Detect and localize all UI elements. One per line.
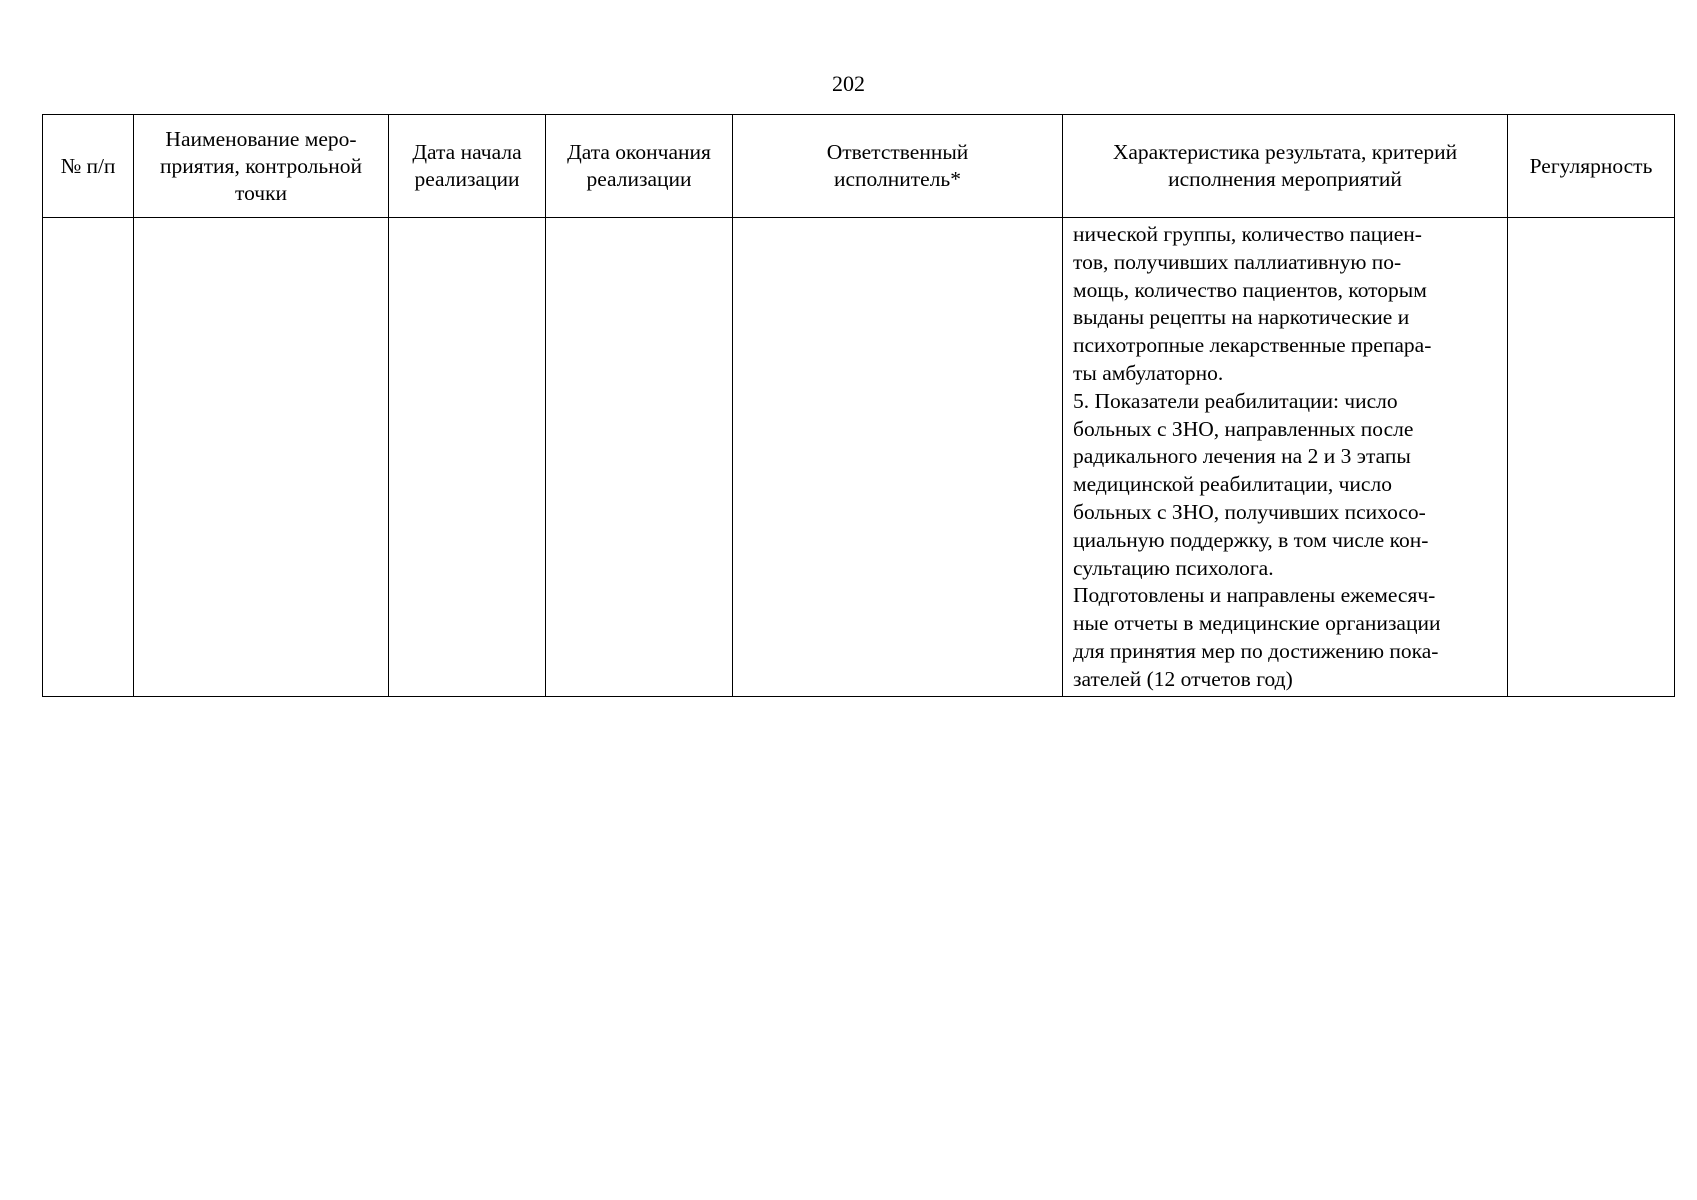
header-responsible-line: исполнитель* <box>834 167 961 191</box>
result-line: ты амбулаторно. <box>1073 360 1224 385</box>
header-measure-name <box>134 115 389 218</box>
result-line: нической группы, количество пациен- <box>1073 222 1422 246</box>
header-responsible <box>733 115 1063 218</box>
header-start-date-line: Дата начала <box>412 140 522 164</box>
result-line: выданы рецепты на наркотические и <box>1073 305 1410 330</box>
cell-end-date <box>546 218 733 697</box>
header-number: № п/п <box>43 115 134 218</box>
result-line: медицинской реабилитации, число <box>1073 472 1392 497</box>
cell-responsible <box>733 218 1063 697</box>
header-result-line: Характеристика результата, критерий <box>1112 140 1458 164</box>
cell-regularity <box>1508 218 1675 697</box>
result-line: больных с ЗНО, направленных после <box>1073 416 1414 441</box>
measures-table <box>42 114 1675 697</box>
result-line: психотропные лекарственные препара- <box>1073 333 1432 358</box>
header-measure-name-line: Наименование меро- <box>165 126 357 151</box>
table-header-row <box>43 115 1675 218</box>
result-line: зателей (12 отчетов год) <box>1073 666 1293 691</box>
header-end-date-line: Дата окончания <box>567 140 711 164</box>
header-result <box>1063 115 1508 218</box>
cell-result <box>1063 218 1508 697</box>
result-line: для принятия мер по достижению пока- <box>1073 638 1439 663</box>
header-regularity: Регулярность <box>1508 115 1675 218</box>
header-start-date-line: реализации <box>414 167 520 191</box>
header-result-line: исполнения мероприятий <box>1168 167 1402 191</box>
header-end-date-line: реализации <box>586 167 692 191</box>
result-line: радикального лечения на 2 и 3 этапы <box>1073 444 1411 469</box>
result-line: мощь, количество пациентов, которым <box>1073 277 1427 302</box>
header-end-date <box>546 115 733 218</box>
table-row <box>43 218 1675 697</box>
result-line: Подготовлены и направлены ежемесяч- <box>1073 583 1436 608</box>
result-line: 5. Показатели реабилитации: число <box>1073 388 1398 413</box>
result-line: больных с ЗНО, получивших психосо- <box>1073 499 1426 524</box>
result-line: циальную поддержку, в том числе кон- <box>1073 527 1429 552</box>
result-line: ные отчеты в медицинские организации <box>1073 611 1441 636</box>
header-responsible-line: Ответственный <box>826 140 969 164</box>
cell-start-date <box>389 218 546 697</box>
cell-number <box>43 218 134 697</box>
cell-measure-name <box>134 218 389 697</box>
page-number: 202 <box>832 71 865 96</box>
header-measure-name-line: приятия, контрольной <box>160 153 362 178</box>
result-line: сультацию психолога. <box>1073 555 1274 580</box>
result-line: тов, получивших паллиативную по- <box>1073 249 1402 274</box>
header-start-date <box>389 115 546 218</box>
header-measure-name-line: точки <box>234 180 288 205</box>
